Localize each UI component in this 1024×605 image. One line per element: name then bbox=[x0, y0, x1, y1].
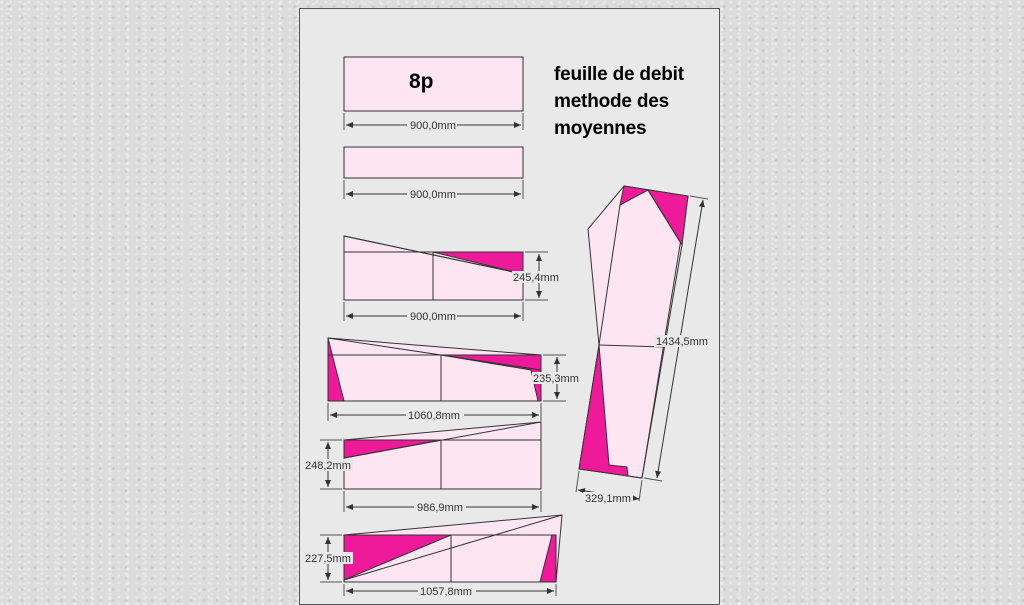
tall-piece-width: 329,1mm bbox=[585, 493, 631, 505]
plank-6-height: 227,5mm bbox=[305, 553, 351, 565]
plank-6 bbox=[303, 515, 562, 598]
plank-5-height: 248,2mm bbox=[305, 460, 351, 472]
plank-3 bbox=[344, 236, 560, 323]
piece-count-label: 8p bbox=[409, 70, 434, 93]
plank-5-length: 986,9mm bbox=[417, 502, 463, 514]
plank-5 bbox=[303, 422, 541, 514]
plank-1-length: 900,0mm bbox=[410, 120, 456, 132]
plank-4 bbox=[328, 338, 580, 422]
tall-piece bbox=[576, 186, 712, 505]
title-line-2: methode des bbox=[554, 91, 669, 112]
plank-4-height: 235,3mm bbox=[533, 373, 579, 385]
plank-4-length: 1060,8mm bbox=[408, 410, 460, 422]
title-line-3: moyennes bbox=[554, 118, 647, 139]
plank-1 bbox=[344, 57, 523, 132]
plank-3-height: 245,4mm bbox=[513, 272, 559, 284]
title-line-1: feuille de debit bbox=[554, 64, 684, 85]
plank-6-length: 1057,8mm bbox=[420, 586, 472, 598]
plank-2 bbox=[344, 147, 523, 201]
plank-3-length: 900,0mm bbox=[410, 311, 456, 323]
diagram-title bbox=[554, 61, 684, 142]
plank-2-length: 900,0mm bbox=[410, 189, 456, 201]
tall-piece-length: 1434,5mm bbox=[656, 336, 708, 348]
